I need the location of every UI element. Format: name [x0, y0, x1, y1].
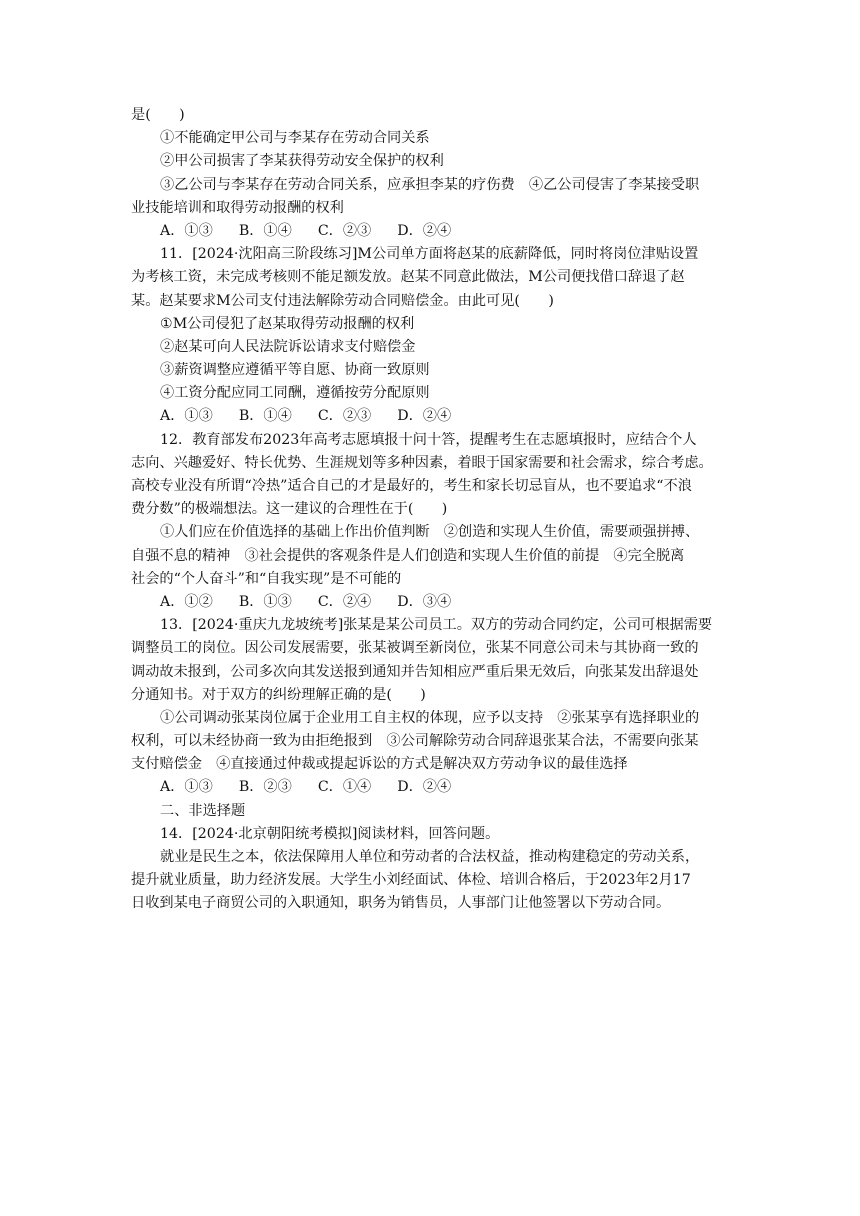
document-text	[131, 104, 731, 916]
q13-choice-d: D．②④	[397, 779, 452, 796]
q12-choice-c: C．②④	[317, 593, 372, 610]
q13-choices	[131, 776, 731, 799]
q12-stem-1: 12．教育部发布2023年高考志愿填报十问十答，提醒考生在志愿填报时，应结合个人	[160, 431, 697, 448]
section-heading: 二、非选择题	[160, 802, 246, 819]
q10-option-2: ②甲公司损害了李某获得劳动安全保护的权利	[160, 153, 444, 170]
q10-choices	[131, 220, 731, 243]
q13-options-3: 支付赔偿金 ④直接通过仲裁或提起诉讼的方式是解决双方劳动争议的最佳选择	[131, 756, 628, 773]
q12-stem-4: 费分数”的极端想法。这一建议的合理性在于( )	[131, 501, 448, 518]
q10-choice-d: D．②④	[397, 222, 452, 239]
q14-stem: 14．[2024·北京朝阳统考模拟]阅读材料，回答问题。	[160, 825, 500, 842]
q11-option-1: ①M公司侵犯了赵某取得劳动报酬的权利	[160, 315, 415, 332]
q10-choice-a: A．①③	[160, 222, 213, 239]
q12-choice-b: B．①③	[238, 593, 292, 610]
q14-material-3: 日收到某电子商贸公司的入职通知，职务为销售员，人事部门让他签署以下劳动合同。	[131, 895, 671, 912]
q10-options-3-4: ③乙公司与李某存在劳动合同关系，应承担李某的疗伤费 ④乙公司侵害了李某接受职	[160, 176, 700, 193]
q11-option-2: ②赵某可向人民法院诉讼请求支付赔偿金	[160, 338, 416, 355]
q12-choices	[131, 591, 731, 614]
q10-choice-b: B．①④	[238, 222, 292, 239]
q11-choice-a: A．①③	[160, 408, 213, 425]
q14-material-2: 提升就业质量，助力经济发展。大学生小刘经面试、体检、培训合格后，于2023年2月17	[131, 872, 691, 889]
q11-option-3: ③薪资调整应遵循平等自愿、协商一致原则	[160, 362, 430, 379]
q12-stem-2: 志向、兴趣爱好、特长优势、生涯规划等多种因素，着眼于国家需要和社会需求，综合考虑。	[131, 454, 713, 471]
q13-options-1: ①公司调动张某岗位属于企业用工自主权的体现，应予以支持 ②张某享有选择职业的	[160, 709, 700, 726]
q12-choice-d: D．③④	[397, 593, 452, 610]
q11-choice-b: B．①④	[238, 408, 292, 425]
q11-stem-1: 11．[2024·沈阳高三阶段练习]M公司单方面将赵某的底薪降低，同时将岗位津贴设置	[160, 246, 699, 263]
q14-material-1: 就业是民生之本，依法保障用人单位和劳动者的合法权益，推动构建稳定的劳动关系，	[160, 849, 700, 865]
q13-stem-3: 调动故未报到，公司多次向其发送报到通知并告知相应严重后果无效后，向张某发出辞退处	[131, 663, 699, 680]
q11-choices	[131, 405, 731, 428]
q13-choice-c: C．①④	[317, 779, 372, 796]
q12-stem-3: 高校专业没有所谓“冷热”适合自己的才是最好的，考生和家长切忌盲从，也不要追求“不浪	[131, 478, 692, 494]
q12-choice-a: A．①②	[160, 593, 213, 610]
q13-stem-1: 13．[2024·重庆九龙坡统考]张某是某公司员工。双方的劳动合同约定，公司可根据需要	[160, 617, 713, 634]
q12-options-3: 社会的“个人奋斗”和“自我实现”是不可能的	[131, 570, 402, 587]
q11-choice-d: D．②④	[397, 408, 452, 425]
q10-options-3-4-cont: 业技能培训和取得劳动报酬的权利	[131, 199, 344, 216]
q13-stem-4: 分通知书。对于双方的纠纷理解正确的是( )	[131, 686, 426, 703]
q10-stem-tail: 是( )	[131, 107, 185, 123]
q11-choice-c: C．②③	[317, 408, 372, 425]
q13-choice-a: A．①③	[160, 779, 213, 796]
q12-options-2: 自强不息的精神 ③社会提供的客观条件是人们创造和实现人生价值的前提 ④完全脱离	[131, 547, 685, 564]
q13-stem-2: 调整员工的岗位。因公司发展需要，张某被调至新岗位，张某不同意公司未与其协商一致的	[131, 640, 699, 657]
q11-stem-3: 某。赵某要求M公司支付违法解除劳动合同赔偿金。由此可见( )	[131, 292, 554, 309]
q11-stem-2: 为考核工资，未完成考核则不能足额发放。赵某不同意此做法，M公司便找借口辞退了赵	[131, 269, 685, 286]
q10-choice-c: C．②③	[317, 222, 372, 239]
q13-choice-b: B．②③	[238, 779, 292, 796]
q11-option-4: ④工资分配应同工同酬，遵循按劳分配原则	[160, 385, 430, 402]
q12-options-1: ①人们应在价值选择的基础上作出价值判断 ②创造和实现人生价值，需要顽强拼搏、	[160, 524, 700, 541]
q13-options-2: 权利，可以未经协商一致为由拒绝报到 ③公司解除劳动合同辞退张某合法，不需要向张某	[131, 733, 699, 750]
q10-option-1: ①不能确定甲公司与李某存在劳动合同关系	[160, 130, 430, 147]
